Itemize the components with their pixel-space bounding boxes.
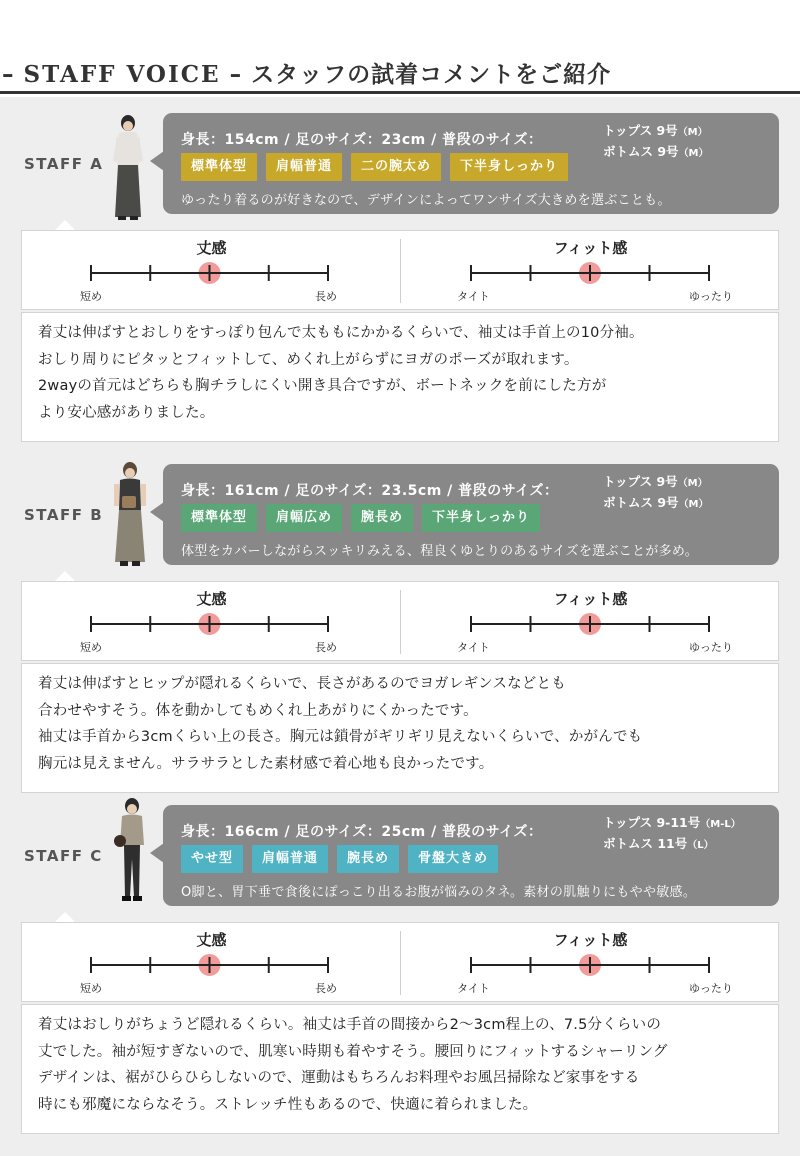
profile-description: O脚と、胃下垂で食後にぽっこり出るお腹が悩みのタネ。素材の肌触りにもやや敏感。 (181, 885, 697, 900)
header-title-jp: – スタッフの試着コメントをご紹介 (229, 62, 612, 88)
profile-stats: 身長：166cm / 足のサイズ：25cm / 普段のサイズ： (181, 824, 543, 840)
staff-photo (108, 460, 152, 572)
info-bubble-tail (150, 843, 164, 863)
panel-notch (55, 912, 75, 922)
staff-profile-box (163, 464, 779, 565)
fit-scales (21, 922, 779, 1002)
scale-title: 丈感 (196, 931, 227, 949)
body-tag: 骨盤大きめ (408, 845, 498, 873)
profile-description: ゆったり着るのが好きなので、デザインによってワンサイズ大きめを選ぶことも。 (181, 193, 671, 208)
length-scale (22, 582, 401, 662)
usual-sizes (603, 472, 709, 514)
profile-description: 体型をカバーしながらスッキリみえる、程良くゆとりのあるサイズを選ぶことが多め。 (181, 544, 699, 559)
body-tag: 標準体型 (181, 504, 257, 532)
body-type-tags (181, 845, 507, 873)
scale-title: 丈感 (196, 590, 227, 608)
usual-sizes (603, 121, 709, 163)
info-bubble-tail (150, 151, 164, 171)
staff-comment (21, 312, 779, 442)
comment-line: デザインは、裾がひらひらしないので、運動はもちろんお料理やお風呂掃除など家事をする (38, 1070, 640, 1086)
header-dash: – (2, 62, 15, 88)
comment-line: より安心感がありました。 (38, 404, 215, 421)
bottoms-size: ボトムス 9号 (603, 144, 679, 159)
scale-max-label: 長め (315, 641, 337, 654)
scale-max-label: ゆったり (689, 641, 733, 654)
comment-line: 合わせやすそう。体を動かしてもめくれ上あがりにくかったです。 (38, 702, 478, 719)
comment-line: 袖丈は手首から3cmくらい上の長さ。胸元は鎖骨がギリギリ見えないくらいで、かがんでも (38, 729, 643, 745)
scale-bar (22, 231, 401, 311)
header-title-en: STAFF VOICE (23, 61, 221, 88)
body-tag: 腕長め (351, 504, 413, 532)
body-tag: 下半身しっかり (422, 504, 540, 532)
scale-max-label: 長め (315, 982, 337, 995)
fit-scales (21, 230, 779, 310)
scale-bar (22, 923, 401, 1003)
scale-title: フィット感 (553, 239, 628, 257)
body-tag: 肩幅広め (266, 504, 342, 532)
section-title (2, 56, 611, 89)
length-scale (22, 231, 401, 311)
comment-line: 着丈はおしりがちょうど隠れるくらい。袖丈は手首の間接から2〜3cm程上の、7.5分くらいの (38, 1017, 662, 1033)
comment-line: 胸元は見えません。サラサラとした素材感で着心地も良かったです。 (38, 755, 494, 772)
body-type-tags (181, 153, 577, 181)
scale-min-label: タイト (457, 641, 490, 654)
body-tag: やせ型 (181, 845, 243, 873)
bottoms-size-letter: （M） (678, 148, 709, 159)
fit-scales (21, 581, 779, 661)
scale-max-label: ゆったり (689, 982, 733, 995)
comment-line: 着丈は伸ばすとおしりをすっぽり包んで太ももにかかるくらいで、袖丈は手首上の10分袖。 (38, 325, 644, 341)
staff-profile-box (163, 113, 779, 214)
body-tag: 肩幅普通 (266, 153, 342, 181)
scale-min-label: 短め (80, 641, 102, 654)
scale-max-label: ゆったり (689, 290, 733, 303)
staff-label: STAFF C (24, 847, 103, 865)
body-tag: 二の腕太め (351, 153, 441, 181)
staff-photo (110, 797, 154, 911)
comment-line: 時にも邪魔にならなそう。ストレッチ性もあるので、快適に着られました。 (38, 1096, 538, 1113)
scale-title: フィット感 (553, 590, 628, 608)
staff-voice-content (0, 97, 800, 1156)
comment-line: 着丈は伸ばすとヒップが隠れるくらいで、長さがあるのでヨガレギンスなどとも (38, 676, 566, 692)
profile-stats: 身長：161cm / 足のサイズ：23.5cm / 普段のサイズ： (181, 483, 559, 499)
scale-title: フィット感 (553, 931, 628, 949)
usual-sizes (603, 813, 741, 855)
fit-feel-scale (401, 582, 780, 662)
panel-notch (55, 220, 75, 230)
body-tag: 腕長め (337, 845, 399, 873)
body-tag: 下半身しっかり (450, 153, 568, 181)
staff-comment (21, 663, 779, 793)
comment-line: 丈でした。袖が短すぎないので、肌寒い時期も着やすそう。腰回りにフィットするシャーリング (38, 1043, 668, 1060)
panel-notch (55, 571, 75, 581)
tops-size-letter: （M） (677, 127, 708, 138)
scale-bar (22, 582, 401, 662)
body-tag: 肩幅普通 (252, 845, 328, 873)
tops-size-letter: （M-L） (700, 819, 741, 830)
body-type-tags (181, 504, 549, 532)
tops-size: トップス 9号 (603, 474, 678, 489)
fit-feel-scale (401, 923, 780, 1003)
fit-feel-scale (401, 231, 780, 311)
section-header (0, 50, 800, 94)
tops-size: トップス 9号 (603, 123, 678, 138)
staff-label: STAFF A (24, 155, 104, 173)
scale-min-label: タイト (457, 982, 490, 995)
body-tag: 標準体型 (181, 153, 257, 181)
bottoms-size-letter: （L） (687, 840, 714, 851)
scale-min-label: 短め (80, 290, 102, 303)
tops-size: トップス 9-11号 (603, 815, 701, 830)
length-scale (22, 923, 401, 1003)
profile-stats: 身長：154cm / 足のサイズ：23cm / 普段のサイズ： (181, 132, 543, 148)
scale-min-label: タイト (457, 290, 490, 303)
comment-line: おしり周りにピタッとフィットして、めくれ上がらずにヨガのポーズが取れます。 (38, 351, 579, 368)
info-bubble-tail (150, 502, 164, 522)
staff-photo (108, 113, 148, 223)
bottoms-size: ボトムス 11号 (603, 836, 688, 851)
staff-profile-box (163, 805, 779, 906)
comment-line: 2wayの首元はどちらも胸チラしにくい開き具合ですが、ボートネックを前にした方が (38, 378, 607, 394)
bottoms-size: ボトムス 9号 (603, 495, 679, 510)
scale-title: 丈感 (196, 239, 227, 257)
staff-comment (21, 1004, 779, 1134)
tops-size-letter: （M） (677, 478, 708, 489)
scale-max-label: 長め (315, 290, 337, 303)
staff-label: STAFF B (24, 506, 104, 524)
bottoms-size-letter: （M） (678, 499, 709, 510)
scale-min-label: 短め (80, 982, 102, 995)
